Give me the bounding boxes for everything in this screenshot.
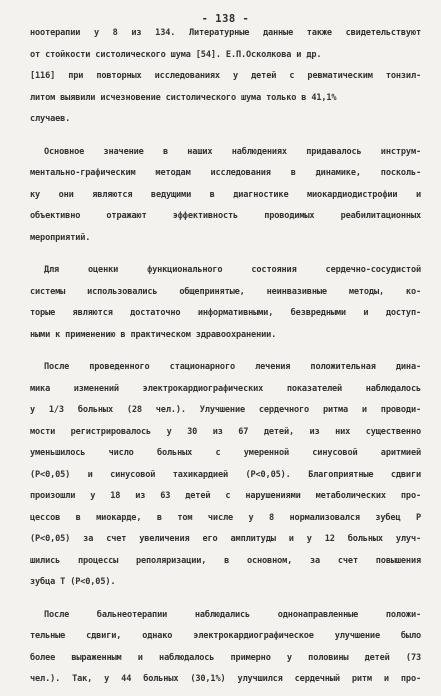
paragraph-gap	[30, 136, 421, 147]
body-text	[30, 28, 421, 696]
text-line: от стойкости систолического шума [54]. Е.П.Осколкова и др.	[30, 49, 322, 60]
text-line: ментально-графическим методам исследования в динамике, посколь-	[30, 168, 421, 178]
text-line: мости регистрировалось у 30 из 67 детей, из них существенно	[30, 426, 421, 437]
text-line: Для оценки функционального состояния сердечно-сосудистой	[44, 265, 421, 275]
paragraph-gap	[30, 599, 421, 610]
text-line: ноотерапии у 8 из 134. Литературные данные также свидетельствуют	[30, 28, 421, 38]
text-line: ку они являются ведущими в диагностике миокардиодистрофии и	[30, 189, 421, 200]
text-line: тельные сдвиги, однако электрокардиографическое улучшение было	[30, 631, 421, 641]
paragraph-gap	[30, 254, 421, 265]
text-line: После бальнеотерапии наблюдались однонаправленные положи-	[44, 609, 421, 620]
page-number: - 138 -	[201, 13, 250, 25]
paragraph	[30, 362, 421, 599]
text-line: Основное значение в наших наблюдениях придавалось инструм-	[44, 146, 421, 157]
text-line: цессов в миокарде, в том числе у 8 нормализовался зубец P	[30, 512, 421, 523]
paragraph	[30, 265, 421, 351]
text-line: (P<0,05) за счет увеличения его амплитуды и у 12 больных улуч-	[30, 534, 421, 544]
text-line: [116] при повторных исследованиях у детей с ревматическим тонзил-	[30, 71, 421, 81]
text-line: После проведенного стационарного лечения положительная дина-	[44, 362, 421, 372]
text-line: мика изменений электрокардиографических показателей наблюдалось	[30, 383, 421, 394]
paragraph	[30, 610, 421, 696]
text-line: мероприятий.	[30, 232, 91, 243]
text-line: литом выявили исчезновение систолического шума только в 41,1%	[30, 92, 337, 103]
text-line: произошли у 18 из 63 детей с нарушениями метаболических про-	[30, 491, 421, 501]
text-line: зубца T (P<0,05).	[30, 577, 116, 587]
paragraph	[30, 147, 421, 255]
text-line: торые являются достаточно информативными, безвредными и доступ-	[30, 308, 421, 318]
paragraph	[30, 28, 421, 136]
text-line: ными к применению в практическом здравоохранении.	[30, 329, 277, 340]
text-line: более выраженным и наблюдалось примерно у половины детей (73	[30, 652, 421, 663]
text-line: случаев.	[30, 114, 71, 124]
text-line: (P<0,05) и синусовой тахикардией (P<0,05). Благоприятные сдвиги	[30, 469, 421, 480]
text-line: шились процессы реполяризации, в основном, за счет повышения	[30, 555, 421, 566]
text-line: чел.). Так, у 44 больных (30,1%) улучшился сердечный ритм и про-	[30, 674, 421, 684]
text-line: у 1/3 больных (28 чел.). Улучшение сердечного ритма и проводи-	[30, 405, 421, 415]
text-line: уменьшилось число больных с умеренной синусовой аритмией	[30, 448, 421, 458]
paragraph-gap	[30, 351, 421, 362]
text-line: системы использовались общепринятые, неинвазивные методы, ко-	[30, 286, 421, 297]
text-line: объективно отражают эффективность проводимых реабилитационных	[30, 211, 421, 221]
